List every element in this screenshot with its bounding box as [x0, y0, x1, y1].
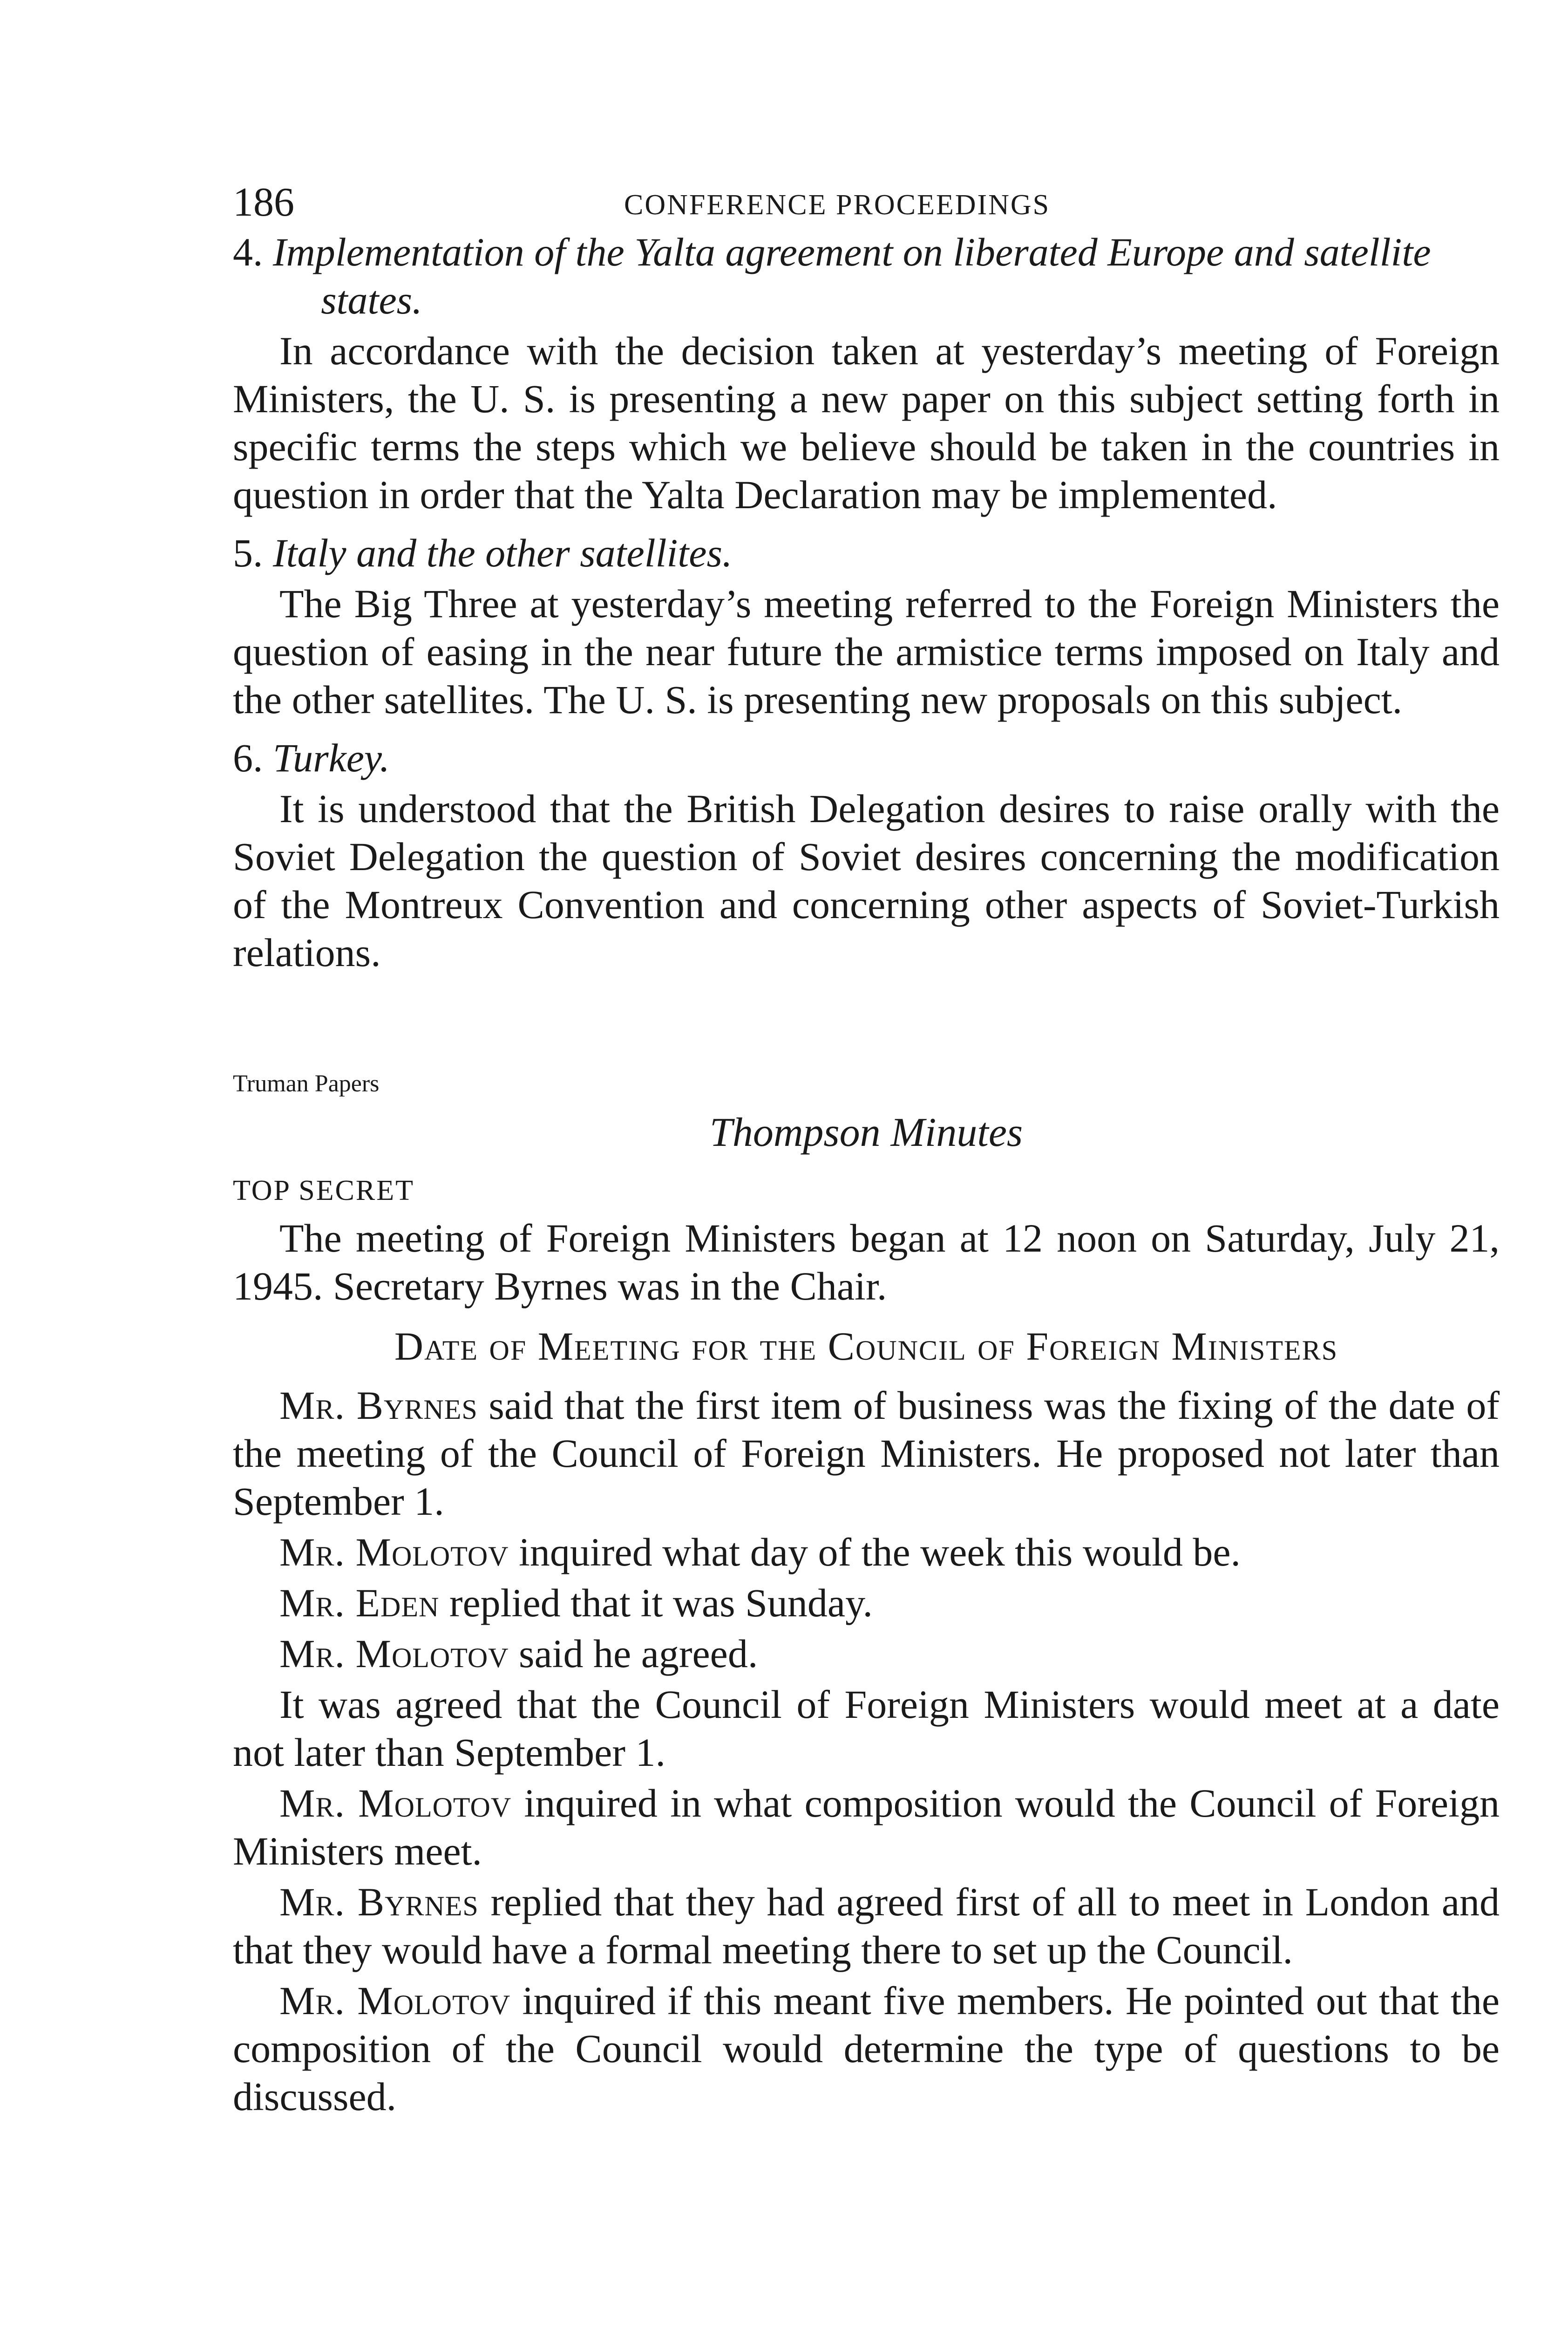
speaker-name: Mr. Molotov — [279, 1978, 511, 2023]
speaker-text: said that the first item of business was the fixing of the date of the meeting of the Council of Foreign Ministers. He proposed not later than September 1. — [233, 1383, 1500, 1524]
speaker-text: replied that it was Sunday. — [449, 1580, 873, 1625]
agenda-item-paragraph: It is understood that the British Delegation desires to raise orally with the Soviet Delegation the question of Soviet desires concerning the modification of the Montreux Convention and concerning other aspects of Soviet-Turkish relations. — [233, 786, 1500, 975]
agenda-section — [233, 228, 1500, 977]
minutes-paragraph — [233, 1579, 1500, 1627]
minutes-paragraph — [233, 1681, 1500, 1777]
minutes-paragraph — [233, 1779, 1500, 1875]
document-title: Thompson Minutes — [709, 1110, 1023, 1155]
agenda-item-number: 6. — [233, 735, 263, 780]
speaker-name: Mr. Molotov — [279, 1631, 509, 1676]
minutes-intro: The meeting of Foreign Ministers began at 12 noon on Saturday, July 21, 1945. Secretary Byrnes was in the Chair. — [233, 1216, 1500, 1308]
speaker-name: Mr. Byrnes — [279, 1383, 478, 1428]
agenda-item-number: 5. — [233, 531, 263, 575]
minutes-paragraph — [233, 1977, 1500, 2121]
speaker-text: inquired in what composition would the Council of Foreign Ministers meet. — [233, 1781, 1500, 1873]
agenda-item-title: Italy and the other satellites. — [273, 531, 733, 575]
speaker-name: Mr. Molotov — [279, 1530, 509, 1574]
minutes-body — [233, 1214, 1500, 2121]
agenda-item — [233, 228, 1500, 519]
section-heading: Date of Meeting for the Council of Foreign Ministers — [394, 1324, 1338, 1369]
speaker-text: said he agreed. — [519, 1631, 758, 1676]
page-number: 186 — [233, 180, 294, 225]
agenda-item-title: Implementation of the Yalta agreement on liberated Europe and satellite states. — [273, 230, 1431, 322]
speaker-name: Mr. Eden — [279, 1580, 440, 1625]
agenda-item — [233, 734, 1500, 977]
minutes-paragraph — [233, 1528, 1500, 1576]
agenda-item-heading — [233, 734, 1500, 782]
speaker-text: inquired if this meant five members. He pointed out that the composition of the Council would determine the type of questions to be discussed. — [233, 1978, 1500, 2119]
speaker-name: Mr. Byrnes — [279, 1880, 479, 1924]
document-page — [233, 177, 1500, 2121]
running-head: CONFERENCE PROCEEDINGS — [624, 189, 1051, 221]
classification-label: TOP SECRET — [233, 1175, 415, 1206]
agenda-item-heading — [233, 228, 1500, 324]
agenda-item-heading — [233, 529, 1500, 577]
speaker-text: replied that they had agreed first of all to meet in London and that they would have a formal meeting there to set up the Council. — [233, 1880, 1500, 1972]
agenda-item-title: Turkey. — [273, 735, 390, 780]
agenda-item-paragraph: In accordance with the decision taken at yesterday’s meeting of Foreign Ministers, the U. S. is presenting a new paper on this subject setting forth in specific terms the steps which we believe should be taken in the countries in question in order that the Yalta Declaration may be implemented. — [233, 328, 1500, 517]
speaker-text: inquired what day of the week this would be. — [519, 1530, 1241, 1574]
speaker-name: Mr. Molotov — [279, 1781, 512, 1825]
minutes-paragraph — [233, 1382, 1500, 1525]
speaker-text: It was agreed that the Council of Foreign Ministers would meet at a date not later than September 1. — [233, 1682, 1500, 1775]
page-header — [233, 177, 1500, 228]
minutes-paragraph — [233, 1878, 1500, 1974]
agenda-item-number: 4. — [233, 230, 263, 274]
agenda-item — [233, 529, 1500, 724]
agenda-item-paragraph: The Big Three at yesterday’s meeting referred to the Foreign Ministers the question of easing in the near future the armistice terms imposed on Italy and the other satellites. The U. S. is presenting new proposals on this subject. — [233, 581, 1500, 722]
document-source: Truman Papers — [233, 1070, 380, 1097]
minutes-paragraph — [233, 1630, 1500, 1678]
